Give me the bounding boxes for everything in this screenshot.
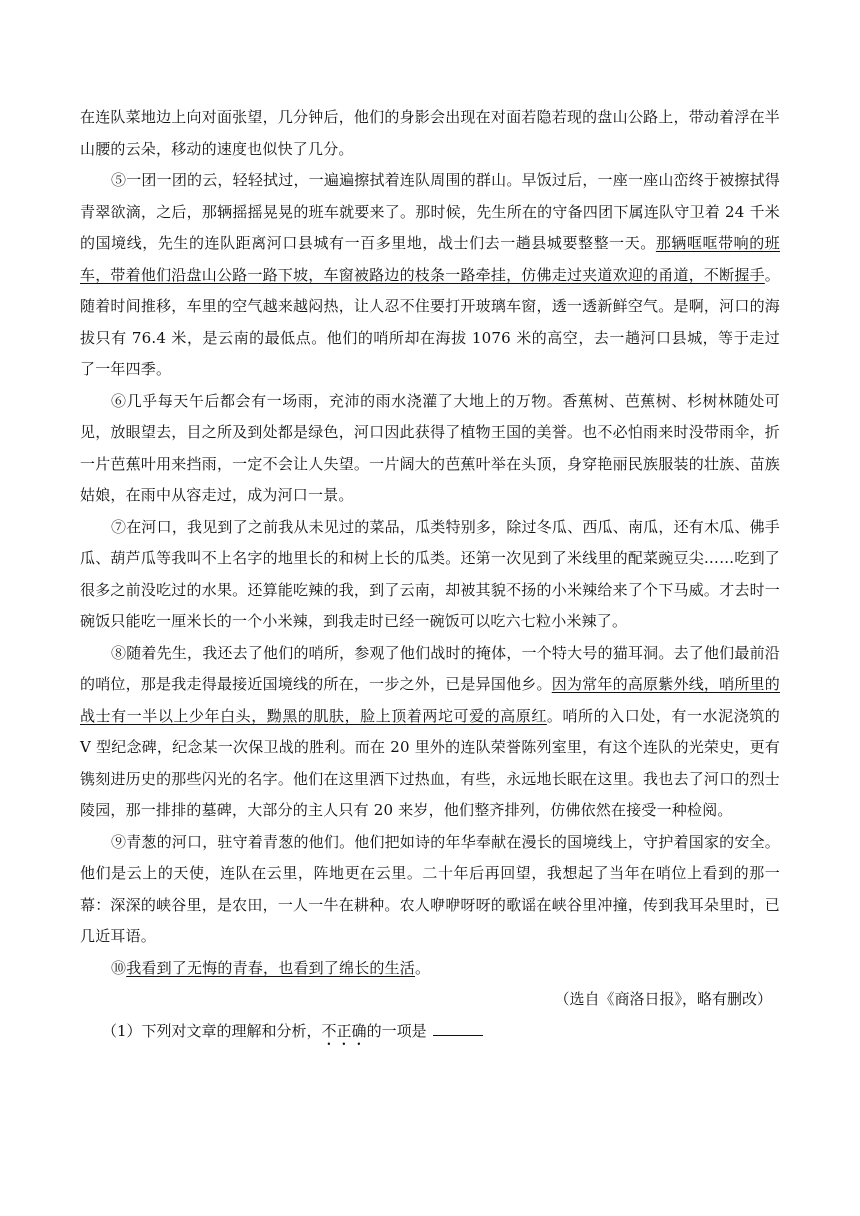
text-segment: 。 — [415, 958, 431, 977]
text-segment: 。随着时间推移，车里的空气越来越闷热，让人忍不住要打开玻璃车窗，透一透新鲜空气。是啊，河口的海拔只有 76.4 米，是云南的最低点。他们的哨所却在海拔 1076 米的高空，去一趟河口县城，等于走过了一年四季。 — [80, 265, 780, 378]
text-segment: ⑩ — [111, 958, 127, 977]
paragraph-6 — [80, 386, 780, 512]
text-segment: ⑨青葱的河口，驻守着青葱的他们。他们把如诗的年华奉献在漫长的国境线上，守护着国家的安全。他们是云上的天使，连队在云里，阵地更在云里。二十年后再回望，我想起了当年在哨位上看到的那一幕：深深的峡谷里，是农田，一人一牛在耕种。农人咿咿呀呀的歌谣在峡谷里冲撞，传到我耳朵里时，已几近耳语。 — [80, 832, 780, 945]
source-citation: （选自《商洛日报》，略有删改） — [554, 990, 772, 1008]
underlined-sentence: 因为常年的高原紫外线，哨所里的战士有一半以上少年白头，黝黑的肌肤，脸上顶着两坨可爱的高原红 — [80, 675, 780, 725]
paragraph-8 — [80, 638, 780, 827]
text-segment: ⑥几乎每天午后都会有一场雨，充沛的雨水浇灌了大地上的万物。香蕉树、芭蕉树、杉树林随处可见，放眼望去，目之所及到处都是绿色，河口因此获得了植物王国的美誉。也不必怕雨来时没带雨伞，折一片芭蕉叶用来挡雨，一定不会让人失望。一片阔大的芭蕉叶举在头顶，身穿艳丽民族服装的壮族、苗族姑娘，在雨中从容走过，成为河口一景。 — [80, 391, 780, 504]
question-prefix: （1）下列对文章的理解和分析， — [102, 1021, 322, 1040]
paragraph-5 — [80, 165, 780, 386]
text-segment: 在连队菜地边上向对面张望，几分钟后，他们的身影会出现在对面若隐若现的盘山公路上，带动着浮在半山腰的云朵，移动的速度也似快了几分。 — [80, 108, 780, 158]
question-suffix: 的一项是 — [366, 1021, 427, 1040]
paragraph-continued — [80, 102, 780, 165]
underlined-sentence: 我看到了无悔的青春，也看到了绵长的生活 — [126, 958, 416, 977]
text-segment: ⑦在河口，我见到了之前我从未见过的菜品，瓜类特别多，除过冬瓜、西瓜、南瓜，还有木瓜、佛手瓜、葫芦瓜等我叫不上名字的地里长的和树上长的瓜类。还第一次见到了米线里的配菜豌豆尖……吃到了很多之前没吃过的水果。还算能吃辣的我，到了云南，却被其貌不扬的小米辣给来了个下马威。才去时一碗饭只能吃一厘米长的一个小米辣，到我走时已经一碗饭可以吃六七粒小米辣了。 — [80, 517, 780, 630]
paragraph-9 — [80, 827, 780, 953]
question-1 — [80, 1016, 780, 1049]
text-segment: ⑧随着先生，我还去了他们的哨所，参观了他们战时的掩体，一个特大号的猫耳洞。去了他们最前沿的哨位，那是我走得最接近国境线的所在，一步之外，已是异国他乡。 — [80, 643, 780, 693]
underlined-sentence: 那辆哐哐带响的班车，带着他们沿盘山公路一路下坡，车窗被路边的枝条一路牵挂，仿佛走过夹道欢迎的甬道，不断握手 — [80, 234, 781, 284]
text-segment: ⑤一团一团的云，轻轻拭过，一遍遍擦拭着连队周围的群山。早饭过后，一座一座山峦终于被擦拭得青翠欲滴，之后，那辆摇摇晃晃的班车就要来了。那时候，先生所在的守备四团下属连队守卫着 24 千米的国境线，先生的连队距离河口县城有一百多里地，战士们去一趟县城要整整一天。 — [80, 171, 780, 252]
emphasis-text: 不正确 — [321, 1021, 367, 1040]
answer-blank[interactable] — [433, 1021, 483, 1036]
paragraph-10 — [80, 953, 780, 985]
article-body — [80, 102, 780, 984]
text-segment: 。哨所的入口处，有一水泥浇筑的 V 型纪念碑，纪念某一次保卫战的胜利。而在 20 里外的连队荣誉陈列室里，有这个连队的光荣史，更有镌刻进历史的那些闪光的名字。他们在这里洒下过热血，有些，永远地长眠在这里。我也去了河口的烈士陵园，那一排排的墓碑，大部分的主人只有 20 来岁，他们整齐排列，仿佛依然在接受一种检阅。 — [80, 706, 780, 819]
paragraph-7 — [80, 512, 780, 638]
